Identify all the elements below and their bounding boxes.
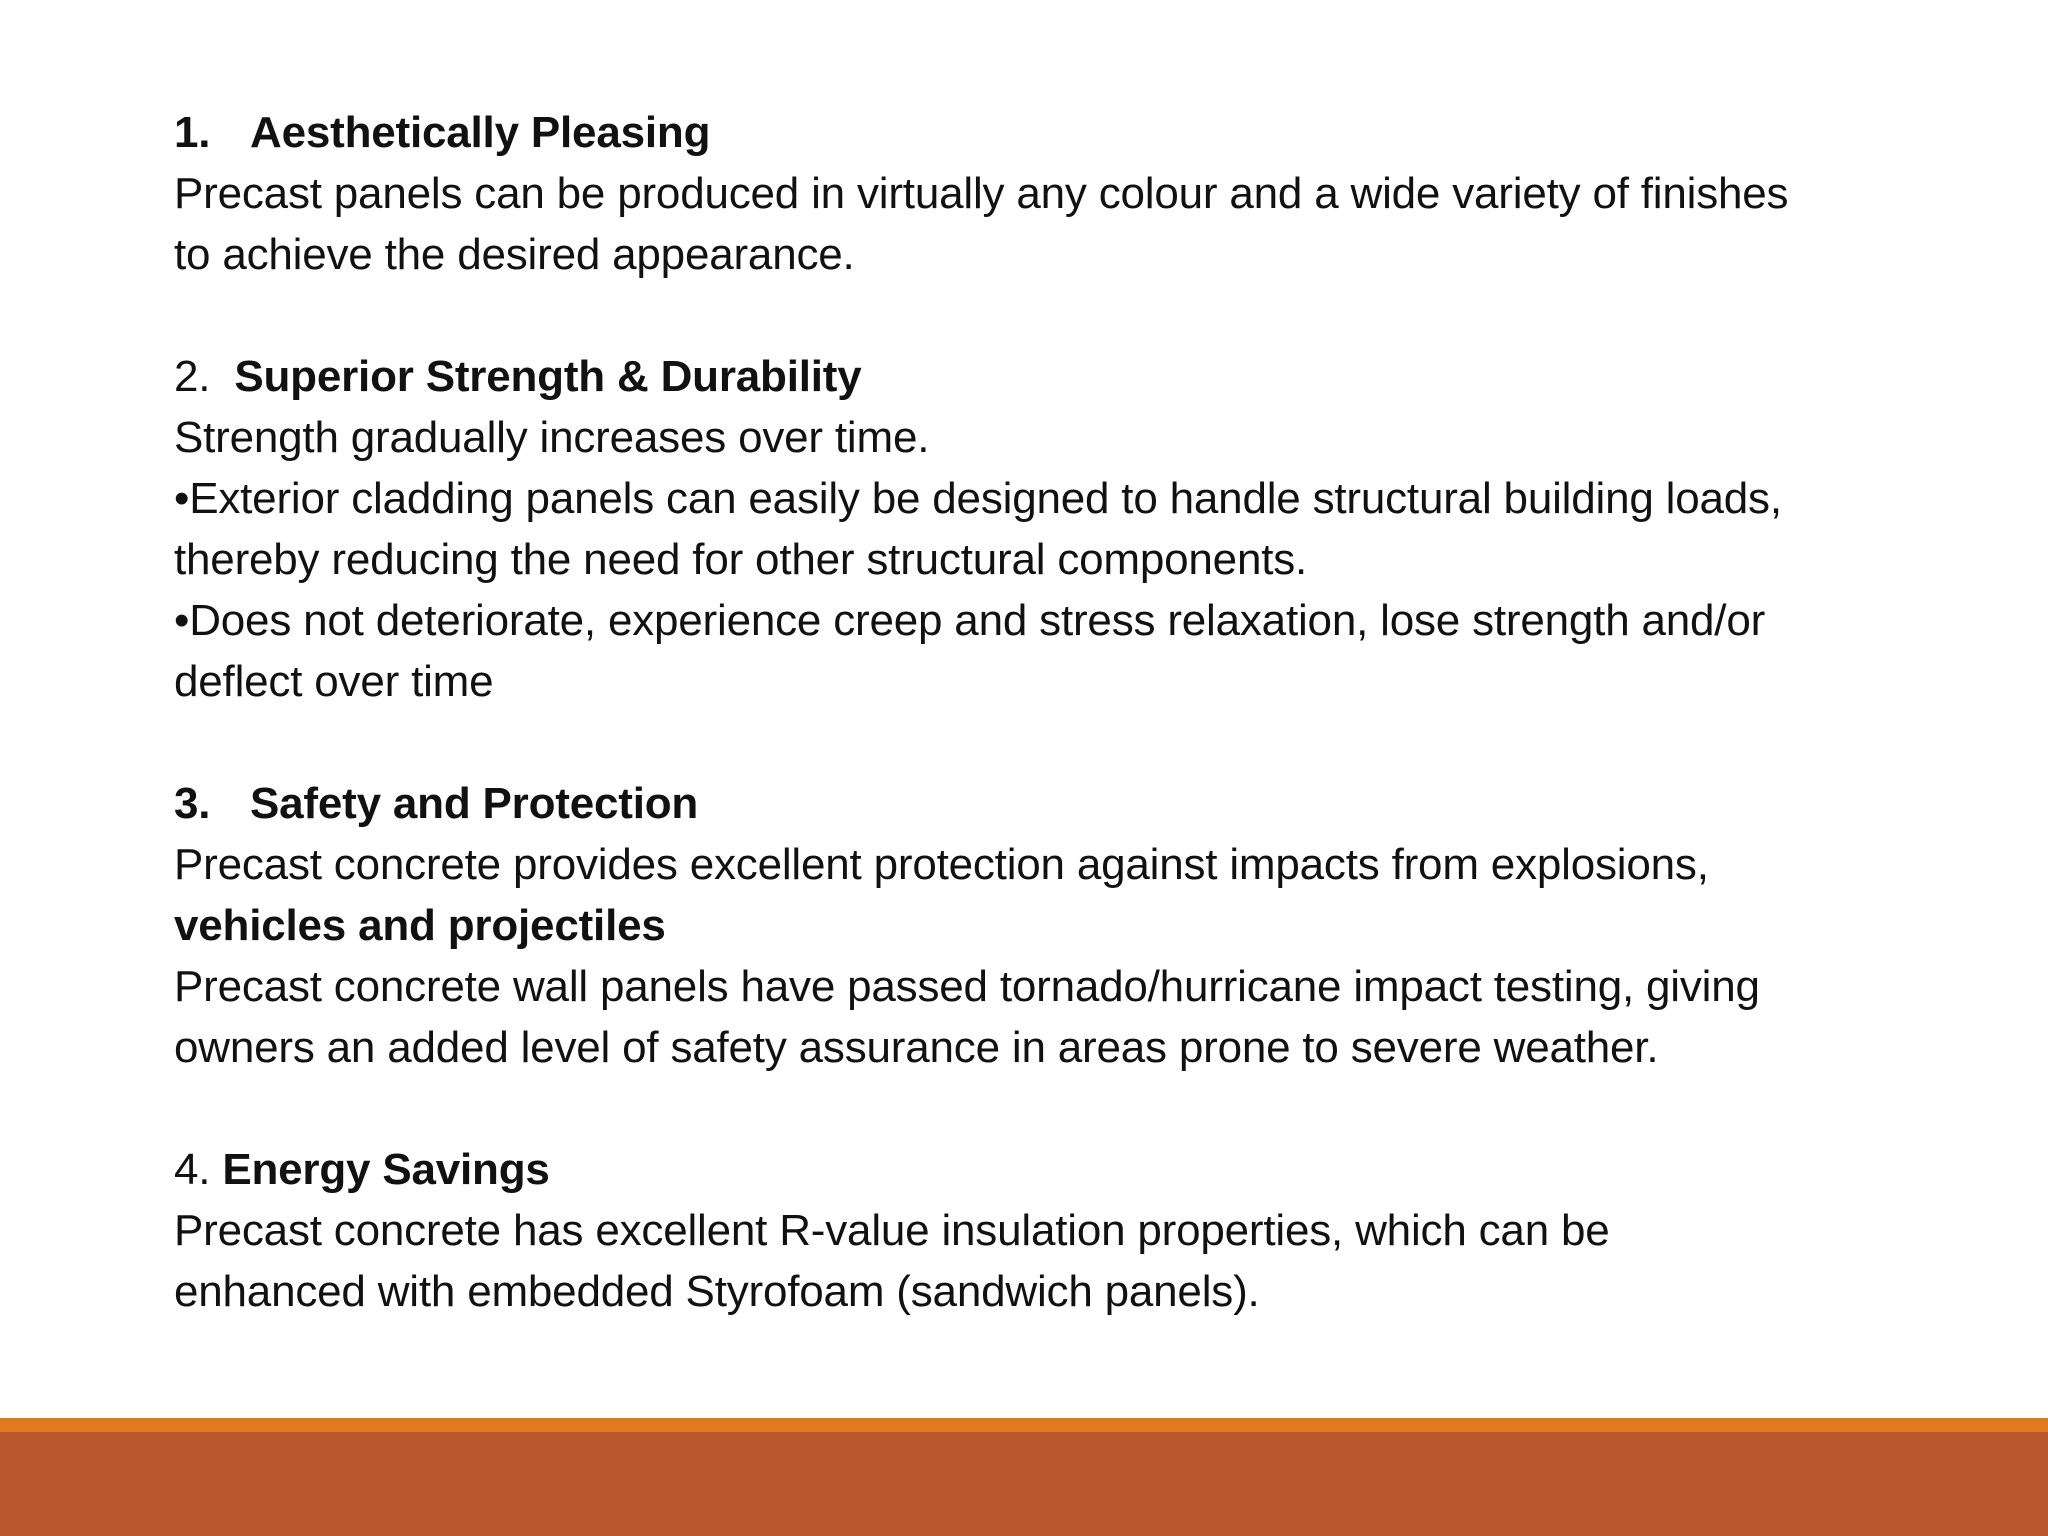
- section-title: Aesthetically Pleasing: [250, 108, 711, 157]
- body-line: Precast concrete provides excellent protection against impacts from explosions,: [174, 840, 1709, 889]
- section-number: 1.: [174, 108, 211, 157]
- body-line: deflect over time: [174, 657, 494, 706]
- section-number: 4.: [174, 1145, 211, 1194]
- section-title: Superior Strength & Durability: [234, 352, 862, 401]
- spacer: [174, 712, 1914, 773]
- section-number: 2.: [174, 352, 211, 401]
- body-line: to achieve the desired appearance.: [174, 230, 855, 279]
- slide-content: [174, 102, 1914, 1322]
- body-line: owners an added level of safety assurance in areas prone to severe weather.: [174, 1023, 1659, 1072]
- section-heading: [174, 346, 1914, 407]
- section-heading: [174, 102, 1914, 163]
- body-line: Strength gradually increases over time.: [174, 413, 930, 462]
- section-aesthetically-pleasing: [174, 102, 1914, 285]
- section-title: Energy Savings: [222, 1145, 550, 1194]
- body-line: Precast concrete wall panels have passed tornado/hurricane impact testing, giving: [174, 962, 1760, 1011]
- spacer: [174, 285, 1914, 346]
- section-heading: [174, 1139, 1914, 1200]
- body-line: Precast concrete has excellent R-value insulation properties, which can be: [174, 1206, 1610, 1255]
- section-superior-strength: [174, 346, 1914, 712]
- bullet-line: •Does not deteriorate, experience creep and stress relaxation, lose strength and/or: [174, 596, 1766, 645]
- footer-band: [0, 1432, 2048, 1536]
- spacer: [174, 1078, 1914, 1139]
- section-number: 3.: [174, 779, 211, 828]
- section-energy-savings: [174, 1139, 1914, 1322]
- body-line-bold: vehicles and projectiles: [174, 901, 666, 950]
- bullet-line: •Exterior cladding panels can easily be designed to handle structural building loads,: [174, 474, 1782, 523]
- body-line: enhanced with embedded Styrofoam (sandwich panels).: [174, 1267, 1260, 1316]
- footer-accent-stripe: [0, 1418, 2048, 1432]
- body-line: thereby reducing the need for other structural components.: [174, 535, 1308, 584]
- section-safety-protection: [174, 773, 1914, 1078]
- body-line: Precast panels can be produced in virtually any colour and a wide variety of finishes: [174, 169, 1789, 218]
- section-title: Safety and Protection: [250, 779, 699, 828]
- section-heading: [174, 773, 1914, 834]
